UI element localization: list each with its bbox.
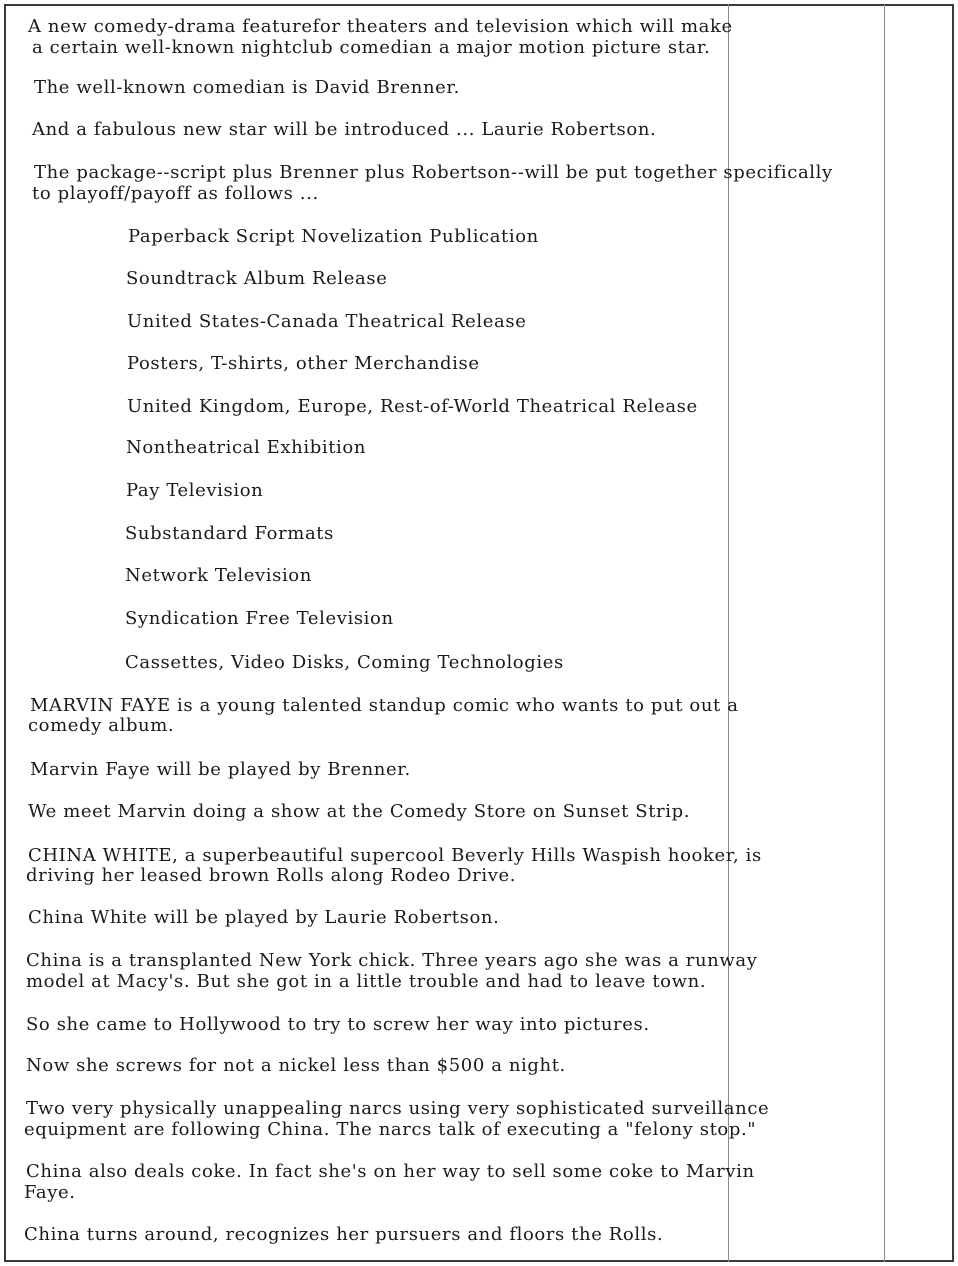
marvin-line-2: comedy album. — [28, 715, 175, 736]
china-line-1: CHINA WHITE, a superbeautiful supercool Beverly Hills Waspish hooker, is — [28, 845, 762, 866]
release-item: Network Television — [125, 565, 312, 586]
china-line-2: driving her leased brown Rolls along Rodeo Drive. — [26, 865, 517, 886]
new-star-paragraph: And a fabulous new star will be introduced ... Laurie Robertson. — [32, 119, 657, 140]
release-item: Paperback Script Novelization Publication — [128, 226, 539, 247]
scan-artifact-line — [884, 4, 885, 1262]
release-item: Posters, T-shirts, other Merchandise — [127, 353, 480, 374]
release-item: Soundtrack Album Release — [126, 268, 388, 289]
meet-marvin-paragraph: We meet Marvin doing a show at the Comedy Store on Sunset Strip. — [28, 801, 691, 822]
china-bg-line-1: China is a transplanted New York chick. Three years ago she was a runway — [26, 950, 758, 971]
release-item: Nontheatrical Exhibition — [126, 437, 367, 458]
package-line-1: The package--script plus Brenner plus Robertson--will be put together specifically — [34, 162, 833, 183]
ending-paragraph: China turns around, recognizes her pursuers and floors the Rolls. — [24, 1224, 664, 1245]
intro-line-2: a certain well-known nightclub comedian a major motion picture star. — [32, 37, 711, 58]
hollywood-paragraph: So she came to Hollywood to try to screw her way into pictures. — [26, 1014, 650, 1035]
coke-line-2: Faye. — [24, 1182, 76, 1203]
release-item: Pay Television — [126, 480, 264, 501]
release-item: Cassettes, Video Disks, Coming Technologies — [125, 652, 564, 673]
package-line-2: to playoff/payoff as follows ... — [32, 183, 319, 204]
narcs-line-1: Two very physically unappealing narcs using very sophisticated surveillance — [26, 1098, 770, 1119]
scan-artifact-line — [728, 4, 729, 1262]
narcs-line-2: equipment are following China. The narcs talk of executing a "felony stop." — [24, 1119, 757, 1140]
release-item: Syndication Free Television — [125, 608, 394, 629]
intro-line-1: A new comedy-drama featurefor theaters and television which will make — [28, 16, 733, 37]
price-paragraph: Now she screws for not a nickel less than $500 a night. — [26, 1055, 566, 1076]
china-bg-line-2: model at Macy's. But she got in a little trouble and had to leave town. — [26, 971, 707, 992]
marvin-line-1: MARVIN FAYE is a young talented standup comic who wants to put out a — [30, 695, 739, 716]
china-cast-paragraph: China White will be played by Laurie Robertson. — [28, 907, 500, 928]
release-item: United States-Canada Theatrical Release — [127, 311, 527, 332]
release-item: United Kingdom, Europe, Rest-of-World Theatrical Release — [127, 396, 698, 417]
comedian-paragraph: The well-known comedian is David Brenner. — [34, 77, 460, 98]
coke-line-1: China also deals coke. In fact she's on her way to sell some coke to Marvin — [26, 1161, 755, 1182]
release-item: Substandard Formats — [125, 523, 334, 544]
marvin-cast-paragraph: Marvin Faye will be played by Brenner. — [30, 759, 411, 780]
